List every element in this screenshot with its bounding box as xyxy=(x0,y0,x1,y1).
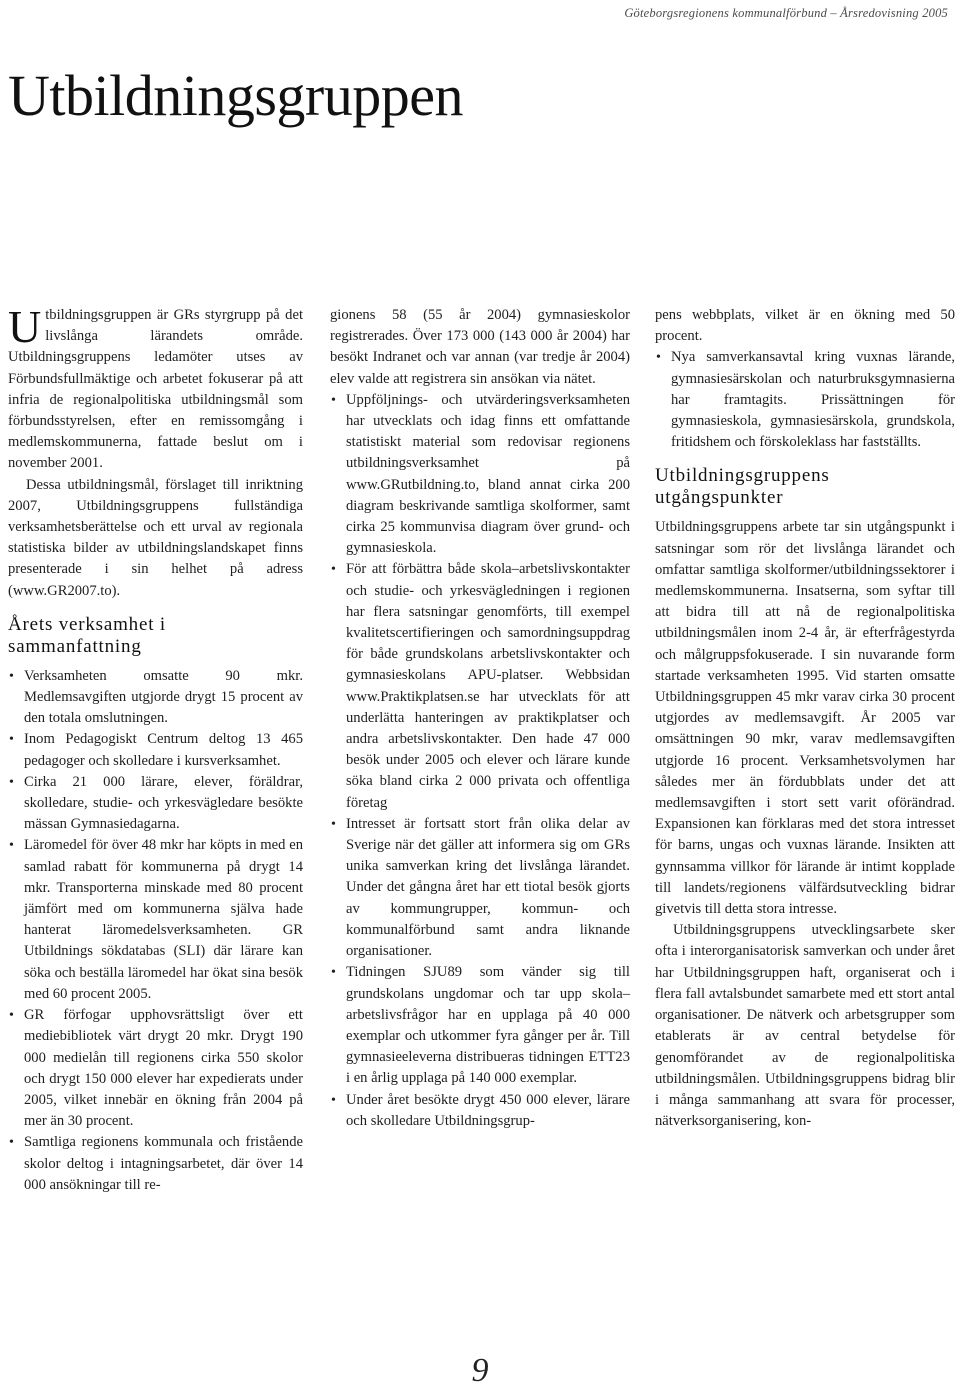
bullet-item: • För att förbättra både skola–arbetslivskontakter och studie- och yrkesvägledningen i regionen har flera satsningar genomförts, till exempel kvalitetscertifieringen och samordningsuppdrag för både grundskolans arbetslivskontakter och gymnasieskolans APU-platser. Webbsidan www.Praktikplatsen.se har utvecklats för att underlätta hanteringen av praktikplatser och andra arbetslivskontakter. Den hade 47 000 besök under 2005 och elever och lärare kunde söka bland cirka 2 000 privata och offentliga företag xyxy=(330,559,630,813)
intro-paragraph xyxy=(8,301,303,475)
column-1 xyxy=(8,301,303,1196)
intro-text: tbildningsgruppen är GRs styrgrupp på det livslånga lärandets område. Utbildningsgruppens ledamöter utses av Förbundsfullmäktige och arbetet fokuserar på att infria de regionalpolitiska utbildningsmål som förbundsstyrelsen, efter en remissomgång i medlemskommunerna, fattade beslut om i november 2001. xyxy=(8,307,303,472)
bullet-item: • GR förfogar upphovsrättsligt över ett mediebibliotek värt drygt 20 mkr. Drygt 190 000 medielån till regionens cirka 550 skolor och drygt 150 000 elever har expedierats under 2005, vilket innebär en ökning från 2004 på mer än 30 procent. xyxy=(8,1005,303,1132)
column-3 xyxy=(655,305,955,1132)
section-heading-starting-points: Utbildningsgruppens utgångspunkter xyxy=(655,465,830,509)
starting-points-paragraph: Utbildningsgruppens arbete tar sin utgångspunkt i satsningar som rör det livslånga lärandet och omfattar samtliga skolformer/utbildningssektorer i medlemskommunerna. Insatserna, som syftar till att bidra till att nå de regionalpolitiska utbildningsmålen inom 2-4 år, är efterfrågestyrda och målgruppsfokuserade. I sin nuvarande form startade verksamheten 1995. Vid starten omsatte Utbildningsgruppen 45 mkr varav cirka 30 procent utgjordes av medlemsavgift. År 2005 var omsättningen 90 mkr, varav medlemsavgiften utgjorde 16 procent. Verksamhetsvolymen har således mer än fördubblats under det att medlemsavgiften i stort sett varit oförändrad. Expansionen kan förklaras med det stora intresset för barns, ungas och vuxnas lärande. Insikten att gynnsamma villkor för lärande är intimt kopplade till landets/regionens välfärdsutveckling bidrar givetvis till detta stora intresse. xyxy=(655,519,955,918)
continued-paragraph: pens webbplats, vilket är en ökning med 50 procent. xyxy=(655,307,955,345)
bullet-item: • Nya samverkansavtal kring vuxnas lärande, gymnasiesärskolan och naturbruksgymnasierna har framtagits. Prissättningen för gymnasieskola, gymnasiesärskola, grundskola, fritidshem och förskoleklass har fastställts. xyxy=(655,347,955,453)
bullet-item: • Tidningen SJU89 som vänder sig till grundskolans ungdomar och tar upp skola–arbetslivsfrågor har en upplaga på 40 000 exemplar och utkommer fyra gånger per år. Till gymnasieeleverna distribueras tidningen ETT23 i en årlig upplaga på 140 000 exemplar. xyxy=(330,962,630,1089)
summary-bullet-list-continued xyxy=(330,390,630,1132)
bullet-item: • Intresset är fortsatt stort från olika delar av Sverige när det gäller att informera sig om GRs unika samverkan kring det livslånga lärandet. Under det gångna året har ett tiotal besök gjorts av kommungrupper, kommun- och kommunalförbund samt andra liknande organisationer. xyxy=(330,814,630,962)
continued-paragraph: gionens 58 (55 år 2004) gymnasieskolor registrerades. Över 173 000 (143 000 år 2004) har besökt Indranet och var annan (var tredje år 2004) elev valde att registrera sin ansökan via nätet. xyxy=(330,307,630,387)
bullet-item: • Läromedel för över 48 mkr har köpts in med en samlad rabatt för kommunerna på drygt 14 mkr. Transporterna minskade med 80 procent jämfört med om kommunerna själva hade hanterat läromedelsverksamheten. GR Utbildnings sökdatabas (SLI) där lärare kan söka och beställa läromedel har ökat sina besök med 60 procent 2005. xyxy=(8,835,303,1005)
page-title: Utbildningsgruppen xyxy=(8,63,463,128)
summary-bullet-list-end xyxy=(655,347,955,453)
section-heading-summary: Årets verksamhet i sammanfattning xyxy=(8,613,166,657)
bullet-item: • Samtliga regionens kommunala och fristående skolor deltog i intagningsarbetet, där över 14 000 ansökningar till re- xyxy=(8,1132,303,1196)
bullet-item: • Uppföljnings- och utvärderingsverksamheten har utvecklats och idag finns ett omfattande statistiskt material som redovisar regionens utbildningsverksamhet på www.GRutbildning.to, bland annat cirka 200 diagram beskrivande samtliga skolformer, samt cirka 25 kommunvisa diagram över grund- och gymnasieskola. xyxy=(330,390,630,560)
development-paragraph: Utbildningsgruppens utvecklingsarbete sker ofta i interorganisatorisk samverkan och under året har Utbildningsgruppen haft, organiserat och i flera fall avtalsbundet samarbete med ett stort antal organisationer. De nätverk och arbetsgrupper som etablerats är av central betydelse för genomförandet av de regionalpolitiska utbildningsmålen. Utbildningsgruppens bidrag blir i många sammanhang att svara för processer, nätverksorganisering, kon- xyxy=(655,922,955,1130)
bullet-item: • Inom Pedagogiskt Centrum deltog 13 465 pedagoger och skolledare i kursverksamhet. xyxy=(8,729,303,771)
drop-cap: U xyxy=(8,301,42,352)
bullet-item: • Verksamheten omsatte 90 mkr. Medlemsavgiften utgjorde drygt 15 procent av den totala omslutningen. xyxy=(8,666,303,730)
summary-bullet-list xyxy=(8,666,303,1196)
bullet-item: • Under året besökte drygt 450 000 elever, lärare och skolledare Utbildningsgrup- xyxy=(330,1090,630,1132)
page-number: 9 xyxy=(471,1352,489,1389)
goals-paragraph: Dessa utbildningsmål, förslaget till inriktning 2007, Utbildningsgruppens fullständiga verksamhetsberättelse och ett urval av regionala statistiska bilder av utbildningslandskapet finns presenterade i sin helhet på adress (www.GR2007.to). xyxy=(8,476,303,599)
bullet-item: • Cirka 21 000 lärare, elever, föräldrar, skolledare, studie- och yrkesvägledare besökte mässan Gymnasiedagarna. xyxy=(8,772,303,836)
running-header: Göteborgsregionens kommunalförbund – Årsredovisning 2005 xyxy=(624,6,948,20)
column-2 xyxy=(330,305,630,1132)
